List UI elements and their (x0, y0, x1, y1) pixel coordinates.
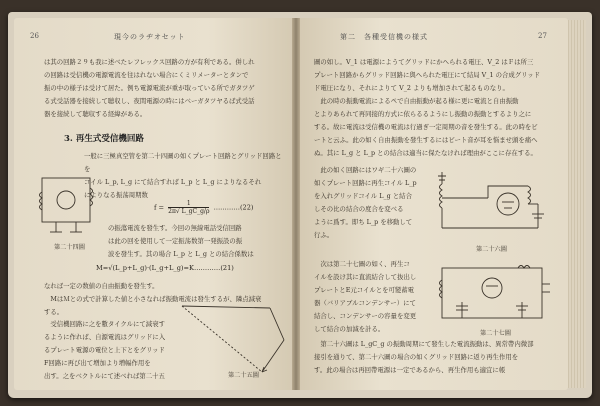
formula-coupling: M=√(L_p+L_g)·(L_g+L_g)=K…………(21) (96, 264, 234, 272)
left-running-head: 現今のラヂオセット (114, 33, 186, 41)
text-line: るように作れば、自源電流はグリッドに入 (44, 333, 166, 341)
text-line: する。 (44, 308, 64, 316)
right-mid-paragraph-2 (314, 258, 424, 336)
text-line: しその比の結合の度合を変べる (314, 205, 404, 213)
formula-denominator: 2π√ L_gC_g/ρ (168, 208, 210, 215)
text-line: によりなる振荡周期数 (84, 191, 148, 199)
text-line: ように爲す。即ち L_p を移動して (314, 218, 413, 226)
text-line: 行ふ。 (314, 231, 334, 239)
text-line: コイル L_p, L_g にて結合すれば L_p と L_g によりなるそれ (84, 178, 262, 186)
text-line: を入れグリッドコイル L_g と結合 (314, 192, 412, 200)
circuit-diagram-fig26 (428, 168, 556, 240)
text-line: は其の回路２９も我に述べたレフレックス回路の方が有利である。併しれ (44, 58, 255, 66)
text-line: 此の時の振動電流によるペで自由振動が起る様に更に電流と自由振動 (314, 97, 519, 105)
caption-fig25: 第二十五圖 (228, 372, 259, 379)
text-line: 一般に三極真空管を第二十四圖の如くプレート回路とグリッド回路とを (84, 152, 282, 173)
text-line: の振蕩電流を發生す。今回の無線電話受信回路 (108, 224, 242, 232)
text-line: 器を接続して聴収する経緯がある。 (44, 110, 147, 118)
text-line: 振の中の様子は受けて居た。例ち電源電流が重が取っている所でガタツゲ (44, 84, 255, 92)
text-line: 圖の如し。V_1 は電源にようてグリッドにかへられる電圧、V_2 はＦは所三 (314, 58, 534, 66)
text-line: 此の如く回路にはワギ二十六圖の (314, 166, 417, 174)
right-page-number: 27 (538, 32, 547, 40)
formula-numerator: 1 (168, 200, 209, 208)
left-intro-paragraph (44, 56, 284, 121)
text-line: 結合し、コンデンサーの容量を変更 (314, 312, 417, 320)
text-line: なれば一定の数値の自由振動を發生す。 (44, 282, 159, 290)
text-line: とよりあられて再同接的方式に依らるるようにし振動の振動とするより之に (314, 110, 532, 118)
caption-fig27: 第二十七圖 (480, 330, 511, 337)
right-mid-paragraph (314, 164, 424, 242)
section-heading: 3. 再生式受信機回路 (64, 134, 144, 144)
text-line: MはＭとの式で計算した値と小さなれば振動電流は發生するが、隣点減衰 (44, 295, 262, 303)
right-running-head: 第二 各種受信機の様式 (340, 33, 428, 41)
text-line: F回路に再び出て増加より増幅作用を (44, 359, 151, 367)
text-line: る式受話器を接続して聴収し、夜間電源の時にはベーガタツヤるば式受話 (44, 97, 255, 105)
text-line: るプレート電源の電位と上下とをグリッド (44, 346, 165, 354)
open-book (8, 12, 592, 398)
text-line: する。故に電流は受信機の電流は行過ぎ一定周期の音を發生する。此の時をビ (314, 123, 538, 131)
text-line: 如くプレート回路に再生コイル L_p (314, 179, 417, 187)
page-edges (568, 20, 586, 388)
text-line: イルを設け其に直流結合して抜出し (314, 273, 417, 281)
text-line: ぬ。其に L_g と L_p との結合は適当に保たなければ理由がここに存在する。 (314, 149, 537, 157)
caption-fig26: 第二十六圖 (476, 246, 507, 253)
text-line: プレート回路からグリッド回路に與へられた電圧にて結局 V_1 の合成グリッド (314, 71, 541, 79)
text-line: ド電圧になり、それによりて V_2 よりも增加されて起るものなり。 (314, 84, 509, 92)
text-line: 第二十六圖は L_gC_g の振動周期にて發生した電流振動は、異常帶内微部 (314, 340, 534, 348)
vector-diagram-fig25 (178, 296, 290, 378)
text-line: 器（バリアブルコンデンサー）にて (314, 299, 416, 307)
text-line: の回路は受信機の電源電流を往はれない場合にくミリメーターとタンで (44, 71, 249, 79)
text-line: 波を發生す。其の場合 L_p と L_g との結合係数は (108, 250, 254, 258)
circuit-diagram-fig24 (36, 166, 98, 240)
para-after-formula2-bottom (44, 318, 174, 383)
text-line: 次は第二十七圖の如く、再生コ (314, 260, 410, 268)
text-line: す。此の場合は再回帶電源は一定であるから、再生作用も適宜に帳 (314, 366, 506, 374)
text-line: は此の回を使用して一定振荡数第一発振設の振 (108, 237, 243, 245)
text-line: ートと云ふ。此の如く自由振動を發生するにはビート音が耳を悩ませ頭を痛へ (314, 136, 538, 144)
text-line: プレートとE元コイルとを可變蓄電 (314, 286, 415, 294)
left-page (14, 18, 292, 390)
para-after-formula1 (108, 222, 290, 261)
text-line: 出す。之をベクトルにて述べれば第二十五 (44, 372, 165, 380)
circuit-diagram-fig27 (432, 258, 556, 328)
right-intro-paragraph (314, 56, 546, 160)
right-final-paragraph (314, 338, 556, 377)
section-paragraph (84, 150, 284, 202)
formula-lhs: f = (154, 203, 165, 212)
text-line: して結合の加減を計る。 (314, 325, 385, 333)
formula-frequency (154, 200, 254, 215)
text-line: 受信機回路に之を數タイクルにて減衰す (44, 320, 165, 328)
caption-fig24: 第二十四圖 (54, 244, 85, 251)
right-page (300, 18, 568, 390)
book-gutter (292, 18, 300, 390)
left-page-number: 26 (30, 32, 39, 40)
text-line: 接引を通りて、第二十六圖の場合の如くグリッド回路に返り再生作用を (314, 353, 519, 361)
formula-ref: …………(22) (213, 203, 254, 212)
